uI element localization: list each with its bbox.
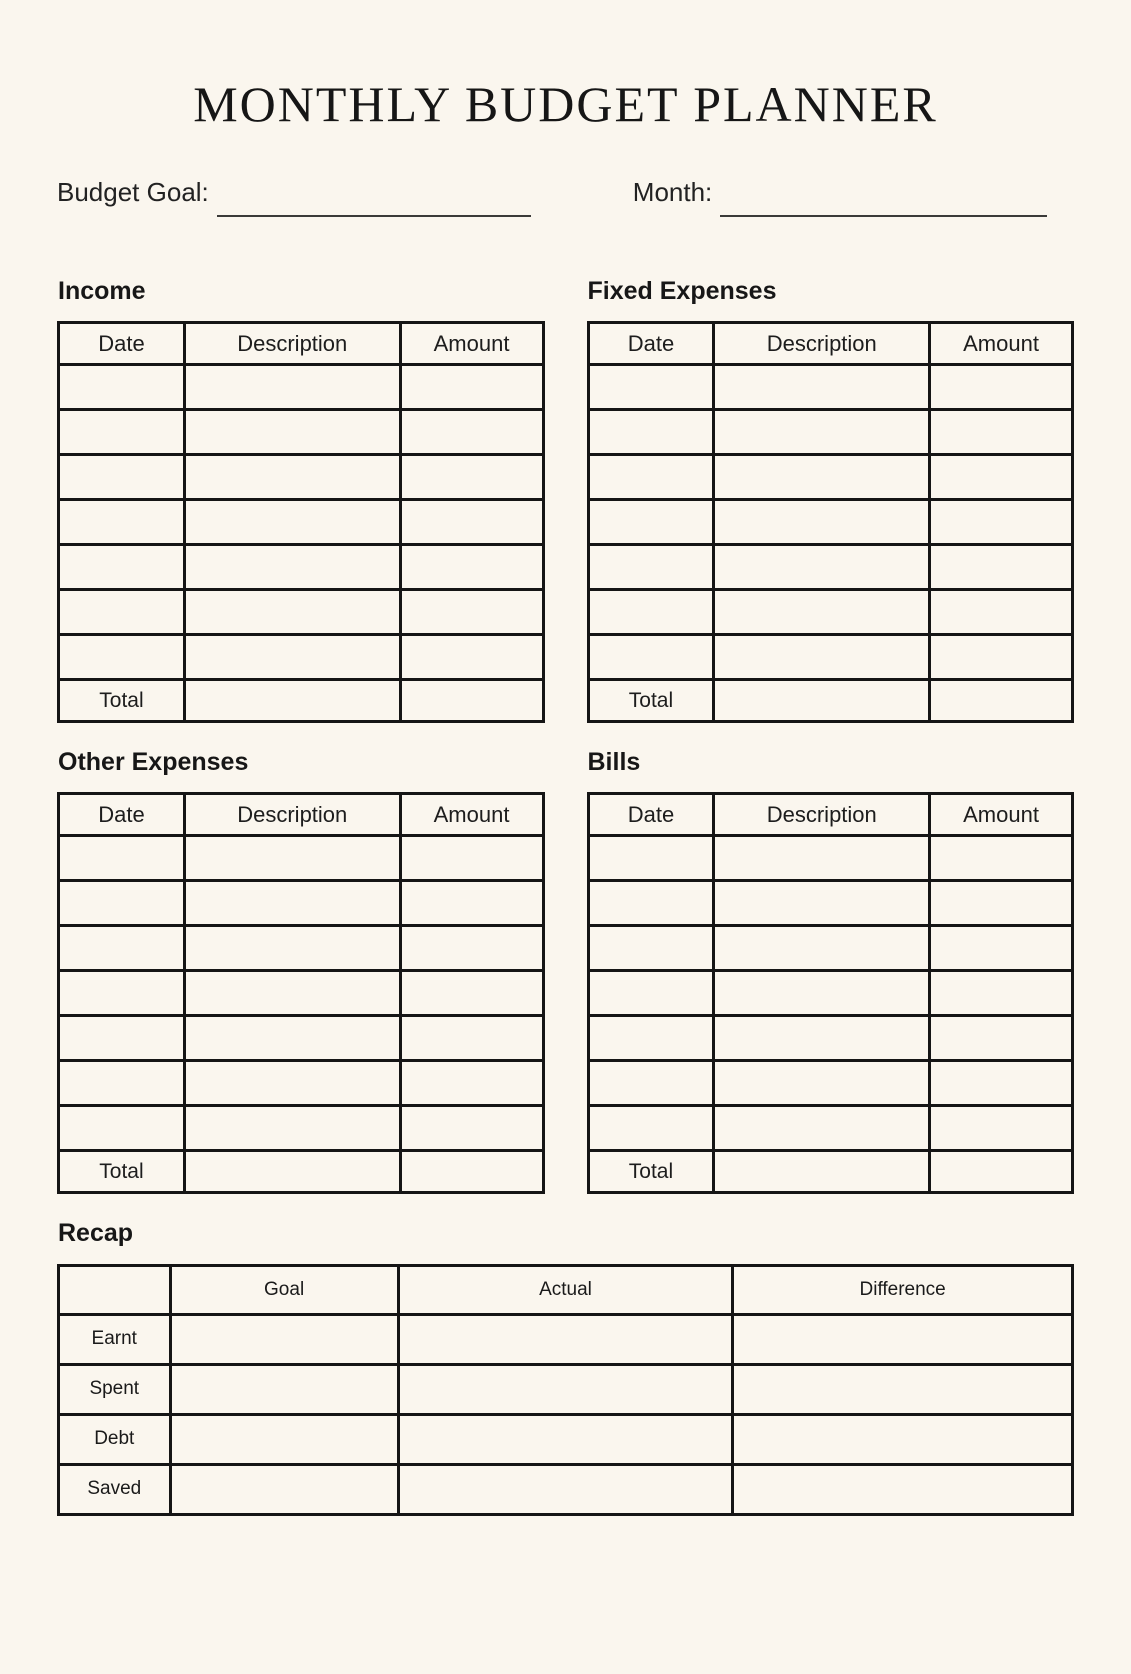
other-expenses-amount-cell[interactable] xyxy=(400,971,543,1016)
section-title-bills: Bills xyxy=(587,748,641,777)
other-expenses-description-cell[interactable] xyxy=(184,881,400,926)
recap-actual-cell[interactable] xyxy=(398,1314,733,1364)
income-description-cell[interactable] xyxy=(184,365,400,410)
recap-row xyxy=(59,1364,1073,1414)
fixed-expenses-date-cell[interactable] xyxy=(588,365,714,410)
other-expenses-description-cell[interactable] xyxy=(184,971,400,1016)
entry-row xyxy=(588,365,1073,410)
bills-total-amount-cell[interactable] xyxy=(930,1151,1073,1193)
recap-column-header: Difference xyxy=(733,1265,1073,1314)
column-header-description: Description xyxy=(714,794,930,836)
budget-goal-input-line[interactable] xyxy=(217,215,531,217)
total-row xyxy=(588,680,1073,722)
other-expenses-date-cell[interactable] xyxy=(59,1016,185,1061)
recap-row xyxy=(59,1414,1073,1464)
recap-corner-cell xyxy=(59,1265,171,1314)
fixed-expenses-amount-cell[interactable] xyxy=(930,455,1073,500)
fixed-expenses-date-cell[interactable] xyxy=(588,410,714,455)
fixed-expenses-date-cell[interactable] xyxy=(588,455,714,500)
other-expenses-amount-cell[interactable] xyxy=(400,1106,543,1151)
month-label: Month: xyxy=(632,177,713,207)
entry-row xyxy=(588,455,1073,500)
fixed-expenses-amount-cell[interactable] xyxy=(930,545,1073,590)
recap-column-header: Actual xyxy=(398,1265,733,1314)
recap-difference-cell[interactable] xyxy=(733,1464,1073,1514)
total-label: Total xyxy=(59,1151,185,1193)
fixed-expenses-date-cell[interactable] xyxy=(588,545,714,590)
other-expenses-description-cell[interactable] xyxy=(184,1106,400,1151)
entry-row xyxy=(59,1016,544,1061)
entry-row xyxy=(59,1106,544,1151)
entry-row xyxy=(59,365,544,410)
income-date-cell[interactable] xyxy=(59,545,185,590)
income-amount-cell[interactable] xyxy=(400,500,543,545)
other-expenses-date-cell[interactable] xyxy=(59,881,185,926)
section-title-recap: Recap xyxy=(58,1219,134,1248)
recap-goal-cell[interactable] xyxy=(170,1364,398,1414)
income-description-cell[interactable] xyxy=(184,635,400,680)
income-date-cell[interactable] xyxy=(59,500,185,545)
entry-row xyxy=(59,545,544,590)
entry-row xyxy=(588,926,1073,971)
total-label: Total xyxy=(59,680,185,722)
other-expenses-total-amount-cell[interactable] xyxy=(400,1151,543,1193)
bills-amount-cell[interactable] xyxy=(930,881,1073,926)
bills-date-cell[interactable] xyxy=(588,1061,714,1106)
bills-date-cell[interactable] xyxy=(588,926,714,971)
column-header-date: Date xyxy=(59,794,185,836)
bills-description-cell[interactable] xyxy=(714,1106,930,1151)
column-header-amount: Amount xyxy=(400,323,543,365)
fixed-expenses-amount-cell[interactable] xyxy=(930,365,1073,410)
fixed-expenses-description-cell[interactable] xyxy=(714,635,930,680)
recap-actual-cell[interactable] xyxy=(398,1414,733,1464)
other-expenses-section xyxy=(57,747,545,1194)
entry-row xyxy=(588,1106,1073,1151)
income-amount-cell[interactable] xyxy=(400,410,543,455)
header-row xyxy=(59,323,544,365)
column-header-date: Date xyxy=(588,323,714,365)
bills-date-cell[interactable] xyxy=(588,971,714,1016)
bills-total-description-cell[interactable] xyxy=(714,1151,930,1193)
income-amount-cell[interactable] xyxy=(400,365,543,410)
income-table xyxy=(57,321,545,723)
other-expenses-amount-cell[interactable] xyxy=(400,926,543,971)
column-header-date: Date xyxy=(59,323,185,365)
income-amount-cell[interactable] xyxy=(400,590,543,635)
recap-row xyxy=(59,1464,1073,1514)
fixed-expenses-total-amount-cell[interactable] xyxy=(930,680,1073,722)
entry-row xyxy=(588,836,1073,881)
income-total-amount-cell[interactable] xyxy=(400,680,543,722)
income-amount-cell[interactable] xyxy=(400,635,543,680)
fixed-expenses-amount-cell[interactable] xyxy=(930,590,1073,635)
recap-column-header: Goal xyxy=(170,1265,398,1314)
entry-row xyxy=(59,500,544,545)
recap-header xyxy=(59,1265,1073,1314)
income-amount-cell[interactable] xyxy=(400,455,543,500)
recap-difference-cell[interactable] xyxy=(733,1364,1073,1414)
fixed-expenses-section xyxy=(587,276,1075,723)
entry-row xyxy=(59,836,544,881)
entry-row xyxy=(588,971,1073,1016)
fixed-expenses-description-cell[interactable] xyxy=(714,455,930,500)
other-expenses-date-cell[interactable] xyxy=(59,836,185,881)
bills-description-cell[interactable] xyxy=(714,971,930,1016)
entry-row xyxy=(59,410,544,455)
recap-row-label: Earnt xyxy=(59,1314,171,1364)
entry-row xyxy=(588,1016,1073,1061)
column-header-description: Description xyxy=(184,323,400,365)
entry-row xyxy=(59,455,544,500)
recap-row-label: Debt xyxy=(59,1414,171,1464)
entry-row xyxy=(59,881,544,926)
fixed-expenses-description-cell[interactable] xyxy=(714,410,930,455)
income-date-cell[interactable] xyxy=(59,455,185,500)
fixed-expenses-description-cell[interactable] xyxy=(714,545,930,590)
entry-row xyxy=(59,1061,544,1106)
other-expenses-amount-cell[interactable] xyxy=(400,1016,543,1061)
recap-row-label: Spent xyxy=(59,1364,171,1414)
recap-actual-cell[interactable] xyxy=(398,1364,733,1414)
month-field xyxy=(633,178,1048,208)
bills-date-cell[interactable] xyxy=(588,1016,714,1061)
month-input-line[interactable] xyxy=(720,215,1047,217)
section-title-income: Income xyxy=(58,276,146,305)
fixed-expenses-date-cell[interactable] xyxy=(588,500,714,545)
income-date-cell[interactable] xyxy=(59,365,185,410)
fixed-expenses-table xyxy=(587,321,1075,723)
other-expenses-total-description-cell[interactable] xyxy=(184,1151,400,1193)
income-description-cell[interactable] xyxy=(184,455,400,500)
column-header-amount: Amount xyxy=(930,323,1073,365)
bills-amount-cell[interactable] xyxy=(930,1016,1073,1061)
recap-row-label: Saved xyxy=(59,1464,171,1514)
budget-goal-label: Budget Goal: xyxy=(57,177,209,207)
bills-description-cell[interactable] xyxy=(714,881,930,926)
income-date-cell[interactable] xyxy=(59,590,185,635)
budget-goal-field xyxy=(57,178,531,208)
income-description-cell[interactable] xyxy=(184,410,400,455)
entry-row xyxy=(588,1061,1073,1106)
recap-header-row xyxy=(59,1265,1073,1314)
income-description-cell[interactable] xyxy=(184,590,400,635)
entry-row xyxy=(588,545,1073,590)
entry-row xyxy=(588,410,1073,455)
entry-row xyxy=(588,635,1073,680)
entry-row xyxy=(59,926,544,971)
other-expenses-date-cell[interactable] xyxy=(59,926,185,971)
recap-goal-cell[interactable] xyxy=(170,1414,398,1464)
other-expenses-description-cell[interactable] xyxy=(184,836,400,881)
header-row xyxy=(59,794,544,836)
other-expenses-date-cell[interactable] xyxy=(59,1106,185,1151)
header-fields xyxy=(57,178,1074,208)
entry-row xyxy=(59,590,544,635)
bills-description-cell[interactable] xyxy=(714,1061,930,1106)
bills-amount-cell[interactable] xyxy=(930,926,1073,971)
bills-amount-cell[interactable] xyxy=(930,971,1073,1016)
recap-difference-cell[interactable] xyxy=(733,1414,1073,1464)
entry-row xyxy=(588,881,1073,926)
total-row xyxy=(588,1151,1073,1193)
other-expenses-amount-cell[interactable] xyxy=(400,881,543,926)
header-row xyxy=(588,794,1073,836)
income-section xyxy=(57,276,545,723)
column-header-description: Description xyxy=(184,794,400,836)
column-header-amount: Amount xyxy=(400,794,543,836)
column-header-amount: Amount xyxy=(930,794,1073,836)
fixed-expenses-total-description-cell[interactable] xyxy=(714,680,930,722)
recap-section xyxy=(57,1218,1074,1515)
recap-actual-cell[interactable] xyxy=(398,1464,733,1514)
fixed-expenses-description-cell[interactable] xyxy=(714,365,930,410)
column-header-date: Date xyxy=(588,794,714,836)
column-header-description: Description xyxy=(714,323,930,365)
other-expenses-description-cell[interactable] xyxy=(184,1016,400,1061)
section-title-fixed-expenses: Fixed Expenses xyxy=(587,276,777,305)
income-amount-cell[interactable] xyxy=(400,545,543,590)
entry-tables-grid xyxy=(57,276,1074,1195)
income-date-cell[interactable] xyxy=(59,635,185,680)
income-description-cell[interactable] xyxy=(184,545,400,590)
bills-date-cell[interactable] xyxy=(588,881,714,926)
recap-goal-cell[interactable] xyxy=(170,1464,398,1514)
header-row xyxy=(588,323,1073,365)
income-total-description-cell[interactable] xyxy=(184,680,400,722)
other-expenses-table xyxy=(57,792,545,1194)
entry-row xyxy=(588,500,1073,545)
bills-amount-cell[interactable] xyxy=(930,836,1073,881)
bills-date-cell[interactable] xyxy=(588,836,714,881)
bills-amount-cell[interactable] xyxy=(930,1061,1073,1106)
fixed-expenses-description-cell[interactable] xyxy=(714,500,930,545)
fixed-expenses-description-cell[interactable] xyxy=(714,590,930,635)
bills-description-cell[interactable] xyxy=(714,836,930,881)
bills-description-cell[interactable] xyxy=(714,926,930,971)
fixed-expenses-date-cell[interactable] xyxy=(588,590,714,635)
budget-planner-page xyxy=(0,74,1131,1516)
section-title-other-expenses: Other Expenses xyxy=(58,748,249,777)
entry-row xyxy=(59,635,544,680)
other-expenses-description-cell[interactable] xyxy=(184,926,400,971)
other-expenses-date-cell[interactable] xyxy=(59,971,185,1016)
fixed-expenses-amount-cell[interactable] xyxy=(930,410,1073,455)
bills-date-cell[interactable] xyxy=(588,1106,714,1151)
total-row xyxy=(59,1151,544,1193)
bills-section xyxy=(587,747,1075,1194)
fixed-expenses-date-cell[interactable] xyxy=(588,635,714,680)
fixed-expenses-amount-cell[interactable] xyxy=(930,500,1073,545)
other-expenses-date-cell[interactable] xyxy=(59,1061,185,1106)
other-expenses-amount-cell[interactable] xyxy=(400,1061,543,1106)
fixed-expenses-amount-cell[interactable] xyxy=(930,635,1073,680)
recap-difference-cell[interactable] xyxy=(733,1314,1073,1364)
recap-body xyxy=(59,1314,1073,1514)
other-expenses-description-cell[interactable] xyxy=(184,1061,400,1106)
bills-table xyxy=(587,792,1075,1194)
total-label: Total xyxy=(588,1151,714,1193)
other-expenses-amount-cell[interactable] xyxy=(400,836,543,881)
bills-amount-cell[interactable] xyxy=(930,1106,1073,1151)
entry-row xyxy=(588,590,1073,635)
recap-table xyxy=(57,1264,1074,1516)
recap-goal-cell[interactable] xyxy=(170,1314,398,1364)
recap-row xyxy=(59,1314,1073,1364)
page-title: MONTHLY BUDGET PLANNER xyxy=(193,76,938,132)
income-date-cell[interactable] xyxy=(59,410,185,455)
entry-row xyxy=(59,971,544,1016)
total-label: Total xyxy=(588,680,714,722)
bills-description-cell[interactable] xyxy=(714,1016,930,1061)
income-description-cell[interactable] xyxy=(184,500,400,545)
total-row xyxy=(59,680,544,722)
